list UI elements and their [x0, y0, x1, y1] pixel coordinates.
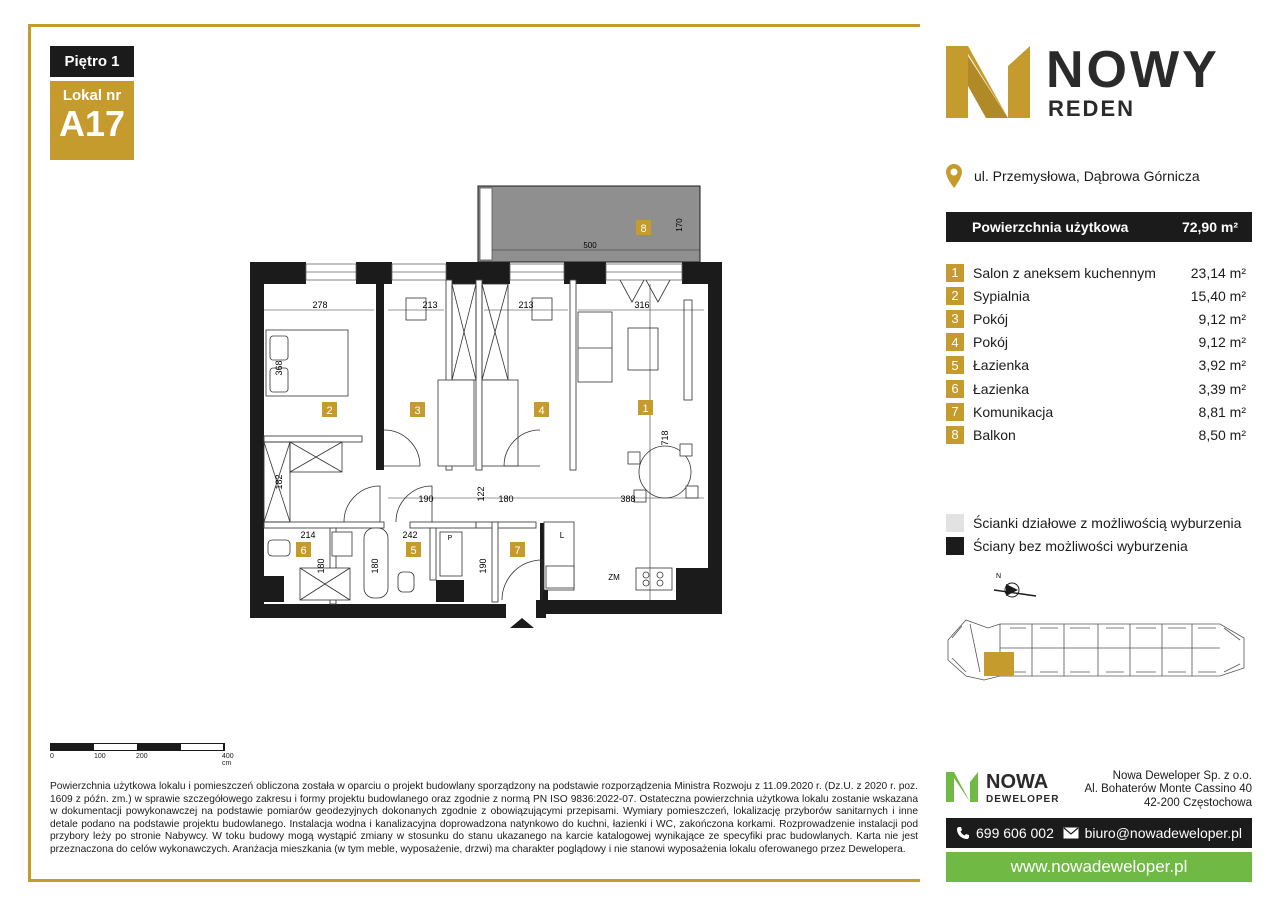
compass-icon — [994, 583, 1036, 597]
room-row-2 — [946, 284, 1246, 307]
legal-notes: Powierzchnia użytkowa lokalu i pomieszczeń obliczona została w oparciu o projekt budowlany sporządzony na podstawie rozporządzenia Ministra Rozwoju z 11.09.2020 r. (Dz.U. z 2020 r. poz. 1609 z późn. zm.) w sprawie szczegółowego zakresu i formy projektu budowlanego oraz zgodnie z normą PN ISO 9836:2022-07. Ostateczna powierzchnia użytkowa lokalu zostanie wskazana w dokumentacji powykonawczej na podstawie pomiarów geodezyjnych dokonanych zgodnie z obowiązującymi przepisami. Wymiary pomieszczeń, lokalizację przyborów sanitarnych i inne detale podano na podstawie projektu budowlanego. Instalacja wodna i kanalizacyjna doprowadzona natynkowo do kuchni, łazienki i WC, zakończona korkami. Rozprowadzenie instalacji pod przybory leży po stronie Nabywcy. W toku budowy mogą wystąpić zmiany w stosunku do stanu ukazanego na karcie katalogowej wynikające ze specyfiki prac budowlanych. Karta nie jest przeznaczona do celów wykonawczych. Aranżacja mieszkania (w tym meble, wyposażenie, drzwi) ma charakter poglądowy i nie stanowi wyposażenia lokalu oferowanego przez Dewelopera. — [50, 781, 918, 855]
wall-legend — [946, 511, 1241, 557]
dim-hall-d: 388 — [620, 494, 636, 504]
room-number: 7 — [946, 403, 964, 421]
address-text: ul. Przemysłowa, Dąbrowa Górnicza — [974, 168, 1200, 184]
badge-7-text: 7 — [514, 545, 521, 557]
dim-b5-h: 180 — [370, 558, 380, 574]
room-number: 4 — [946, 333, 964, 351]
phone-icon — [956, 826, 970, 840]
dim-r2-w: 278 — [312, 300, 328, 310]
legend-removable-text: Ścianki działowe z możliwością wyburzenia — [973, 514, 1242, 531]
badge-6-text: 6 — [300, 545, 307, 557]
phone-number[interactable]: 699 606 002 — [976, 825, 1054, 841]
frame-top-line — [28, 24, 920, 27]
badge-1-text: 1 — [642, 403, 649, 415]
developer-street: Al. Bohaterów Monte Cassino 40 — [1084, 783, 1252, 796]
dim-balcony-w: 500 — [583, 241, 597, 250]
room-area: 3,39 m² — [1198, 380, 1246, 397]
room-name: Łazienka — [973, 357, 1030, 374]
label-p: P — [447, 535, 453, 542]
unit-number: A17 — [58, 103, 126, 144]
contact-bar — [946, 818, 1252, 848]
label-zm: ZM — [608, 573, 620, 582]
usable-area-bar — [946, 212, 1252, 242]
dim-r1-w: 316 — [634, 300, 650, 310]
unit-label: Lokal nr — [62, 87, 122, 104]
room-row-8 — [946, 423, 1246, 446]
scale-bar-labels — [50, 753, 234, 767]
floor-plan — [240, 180, 730, 645]
label-l: L — [559, 531, 565, 540]
room-area: 23,14 m² — [1190, 264, 1246, 281]
compass-label: N — [996, 573, 1002, 580]
room-name: Komunikacja — [973, 403, 1054, 420]
badge-8-text: 8 — [640, 223, 647, 235]
badge-5-text: 5 — [410, 545, 417, 557]
brand-name: NOWY — [1046, 41, 1220, 99]
legend-swatch-dark — [946, 537, 964, 555]
scale-tick-1: 100 — [94, 753, 106, 760]
location-pin-icon — [946, 164, 962, 188]
room-area: 9,12 m² — [1198, 334, 1246, 351]
logo-mark-icon — [946, 46, 1032, 118]
desk-4 — [532, 298, 552, 320]
bed-4 — [482, 380, 518, 466]
developer-info — [1060, 770, 1252, 810]
developer-logo-top: NOWA — [986, 771, 1049, 793]
room-list — [946, 261, 1246, 447]
balcony-area — [478, 186, 700, 262]
site-plan — [940, 568, 1250, 693]
sofa — [578, 312, 612, 382]
unit-location-marker — [984, 652, 1014, 676]
mail-icon — [1063, 827, 1079, 839]
dim-h7: 190 — [478, 558, 488, 574]
toilet-6 — [268, 540, 290, 556]
room-row-1 — [946, 261, 1246, 284]
website-bar[interactable] — [946, 852, 1252, 882]
dim-r4-w: 213 — [518, 300, 534, 310]
developer-city: 42-200 Częstochowa — [1143, 796, 1252, 809]
room-row-7 — [946, 400, 1246, 423]
room-number: 8 — [946, 426, 964, 444]
room-name: Balkon — [973, 426, 1016, 443]
email-address[interactable]: biuro@nowadeweloper.pl — [1084, 825, 1242, 841]
frame-bottom-line — [28, 879, 920, 882]
badge-2-text: 2 — [326, 405, 333, 417]
usable-area-label: Powierzchnia użytkowa — [972, 219, 1129, 235]
legend-fixed — [946, 534, 1241, 557]
badge-4-text: 4 — [538, 405, 545, 417]
frame-left-line — [28, 24, 31, 881]
bed-3 — [438, 380, 474, 466]
dim-b6-h: 180 — [316, 558, 326, 574]
entrance-arrow-icon — [510, 618, 534, 628]
developer-logo — [946, 768, 1066, 813]
floor-tag — [50, 46, 134, 77]
sink — [546, 566, 574, 588]
toilet-5 — [398, 572, 414, 592]
dim-hall-c: 180 — [498, 494, 514, 504]
developer-logo-bottom: DEWELOPER — [986, 794, 1060, 805]
address-row — [946, 164, 1200, 188]
room-name: Pokój — [973, 334, 1009, 351]
developer-logo-mark — [946, 768, 1066, 808]
nowy-reden-logo — [946, 46, 1032, 123]
dim-b6-w: 214 — [300, 530, 316, 540]
website-link[interactable]: www.nowadeweloper.pl — [1010, 857, 1188, 876]
tv-unit — [628, 328, 658, 370]
room-row-4 — [946, 331, 1246, 354]
dim-hall-b: 122 — [476, 486, 486, 502]
room-name: Pokój — [973, 310, 1009, 327]
scale-tick-2: 200 — [136, 753, 148, 760]
scale-tick-3: 400 cm — [222, 753, 234, 767]
dim-b5-w: 242 — [402, 530, 418, 540]
room-row-6 — [946, 377, 1246, 400]
room-name: Salon z aneksem kuchennym — [973, 264, 1156, 281]
floor-label: Piętro 1 — [64, 53, 120, 70]
scale-bar-graphic — [50, 743, 225, 751]
room-area: 9,12 m² — [1198, 310, 1246, 327]
floor-plan-drawing — [240, 180, 730, 640]
developer-company: Nowa Deweloper Sp. z o.o. — [1112, 770, 1252, 782]
sink-6 — [332, 532, 352, 556]
room-area: 15,40 m² — [1190, 287, 1246, 304]
room-number: 2 — [946, 287, 964, 305]
room-number: 5 — [946, 356, 964, 374]
legend-removable — [946, 511, 1241, 534]
scale-bar — [50, 743, 234, 767]
room-number: 6 — [946, 380, 964, 398]
usable-area-value: 72,90 m² — [1181, 219, 1238, 235]
email-item[interactable] — [1063, 825, 1242, 841]
room-number: 3 — [946, 310, 964, 328]
room-area: 8,81 m² — [1198, 403, 1246, 420]
dim-r3-w: 213 — [422, 300, 438, 310]
phone-item[interactable] — [956, 825, 1054, 841]
dim-balcony-h: 170 — [675, 218, 684, 232]
unit-tag — [50, 81, 134, 160]
legend-fixed-text: Ściany bez możliwości wyburzenia — [973, 537, 1188, 554]
room-row-3 — [946, 307, 1246, 330]
dim-r2-h: 368 — [274, 360, 284, 376]
room-area: 3,92 m² — [1198, 357, 1246, 374]
legend-swatch-light — [946, 514, 964, 532]
site-plan-drawing — [940, 568, 1250, 688]
brand-sub: REDEN — [1048, 96, 1136, 121]
dim-r1-h: 718 — [660, 430, 670, 446]
room-name: Sypialnia — [973, 287, 1030, 304]
room-name: Łazienka — [973, 380, 1030, 397]
room-area: 8,50 m² — [1198, 426, 1246, 443]
hob — [636, 568, 672, 590]
room-row-5 — [946, 354, 1246, 377]
room-number: 1 — [946, 264, 964, 282]
balcony-railing — [480, 188, 492, 260]
badge-3-text: 3 — [414, 405, 421, 417]
scale-tick-0: 0 — [50, 753, 54, 760]
dim-hall-a: 190 — [418, 494, 434, 504]
dim-wardrobe-h: 182 — [274, 474, 284, 490]
